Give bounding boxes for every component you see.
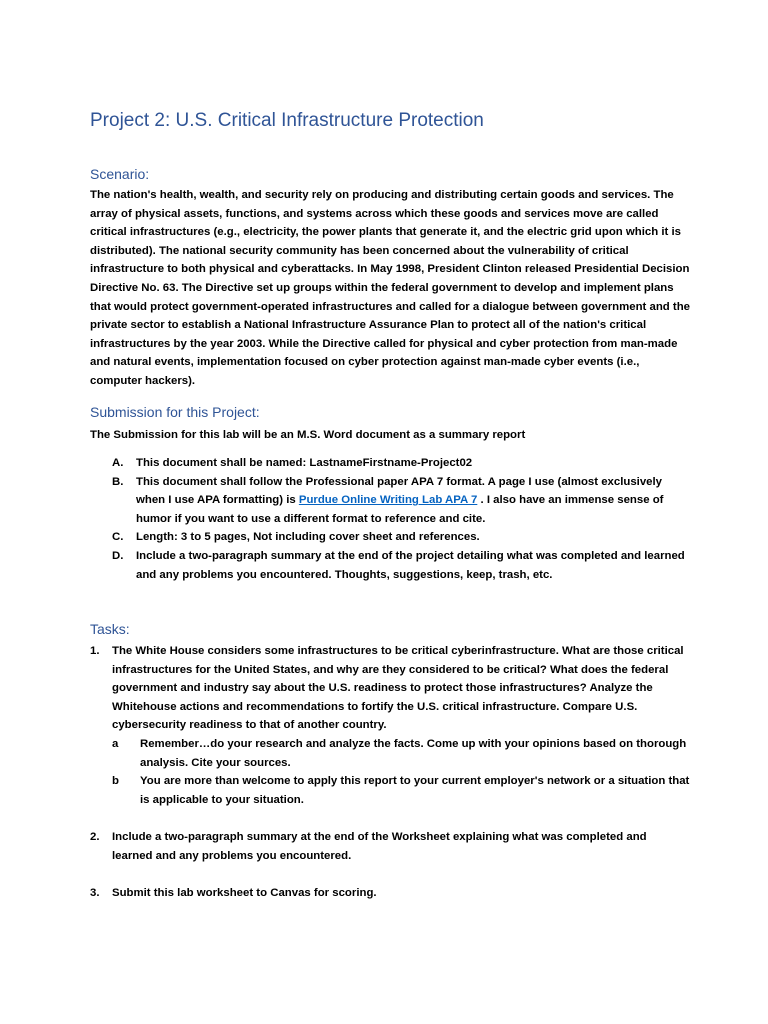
tasks-list: [90, 642, 690, 902]
list-marker: D.: [112, 549, 124, 562]
task-text: The White House considers some infrastructures to be critical cyberinfrastructure. What are those critical infrastructures for the United States, and why are they considered to be critical? What does the federal government and industry say about the U.S. readiness to protect those infrastructures? Analyze the Whitehouse actions and recommendations to fortify the U.S. critical infrastructure. Compare U.S. cybersecurity readiness to that of another country.: [112, 645, 684, 732]
purdue-owl-link[interactable]: Purdue Online Writing Lab APA 7: [298, 494, 478, 507]
list-marker: B.: [112, 475, 124, 488]
task-marker: 3.: [90, 886, 100, 899]
submission-intro: The Submission for this lab will be an M.S. Word document as a summary report: [90, 429, 526, 441]
task-marker: 2.: [90, 830, 100, 843]
scenario-paragraph: The nation's health, wealth, and security rely on producing and distributing certain goods and services. The array of physical assets, functions, and systems across which these goods and services move are called critical infrastructures (e.g., electricity, the power plants that generate it, and the electric grid upon which it is distributed). The national security community has been concerned about the vulnerability of critical infrastructure to both physical and cyberattacks. In May 1998, President Clinton released Presidential Decision Directive No. 63. The Directive set up groups within the federal government to develop and implement plans that would protect government-operated infrastructures and called for a dialogue between government and the private sector to establish a National Infrastructure Assurance Plan to protect all of the nation's critical infrastructures by the year 2003. While the Directive called for physical and cyber protection from man-made and natural events, implementation focused on cyber protection against man-made cyber events (i.e., computer hackers).: [90, 189, 690, 387]
task-marker: 1.: [90, 645, 100, 657]
task-text: Include a two-paragraph summary at the end of the Worksheet explaining what was completed and learned and any problems you encountered.: [112, 830, 647, 862]
tasks-heading: Tasks:: [90, 621, 130, 637]
submission-heading: Submission for this Project:: [90, 404, 260, 420]
list-item: [90, 473, 690, 529]
subtask-text: You are more than welcome to apply this report to your current employer's network or a situation that is applicable to your situation.: [140, 775, 690, 806]
list-item-text: Include a two-paragraph summary at the end of the project detailing what was completed and learned and any problems you encountered. Thoughts, suggestions, keep, trash, etc.: [136, 549, 685, 581]
document-page: [90, 0, 690, 1024]
list-item-text: Length: 3 to 5 pages, Not including cover sheet and references.: [136, 531, 480, 544]
list-item-text: This document shall be named: LastnameFirstname-Project02: [136, 457, 473, 469]
submission-requirements-list: [90, 454, 690, 584]
subtask-marker: b: [112, 775, 119, 788]
list-marker: A.: [112, 457, 124, 469]
list-item: [90, 547, 690, 584]
task-item: [90, 884, 690, 903]
list-item-text-after: . I also have an immense sense of humor if you want to use a different format to reference and cite.: [136, 494, 664, 525]
list-marker: C.: [112, 531, 124, 544]
task-text: Submit this lab worksheet to Canvas for scoring.: [112, 886, 377, 899]
subtask-list: [112, 735, 690, 809]
list-item: [90, 528, 690, 547]
task-item: [90, 642, 690, 809]
list-item: [90, 454, 690, 473]
subtask-marker: a: [112, 737, 119, 750]
list-item-text: This document shall follow the Professional paper APA 7 format. A page I use (almost exclusively when I use APA formatting) is: [136, 475, 662, 507]
subtask-item: [112, 735, 690, 772]
subtask-item: [112, 772, 690, 809]
scenario-heading: Scenario:: [90, 166, 150, 182]
task-item: [90, 828, 690, 865]
subtask-text: Remember…do your research and analyze the facts. Come up with your opinions based on thorough analysis. Cite your sources.: [140, 737, 687, 769]
document-title: Project 2: U.S. Critical Infrastructure Protection: [90, 110, 484, 131]
